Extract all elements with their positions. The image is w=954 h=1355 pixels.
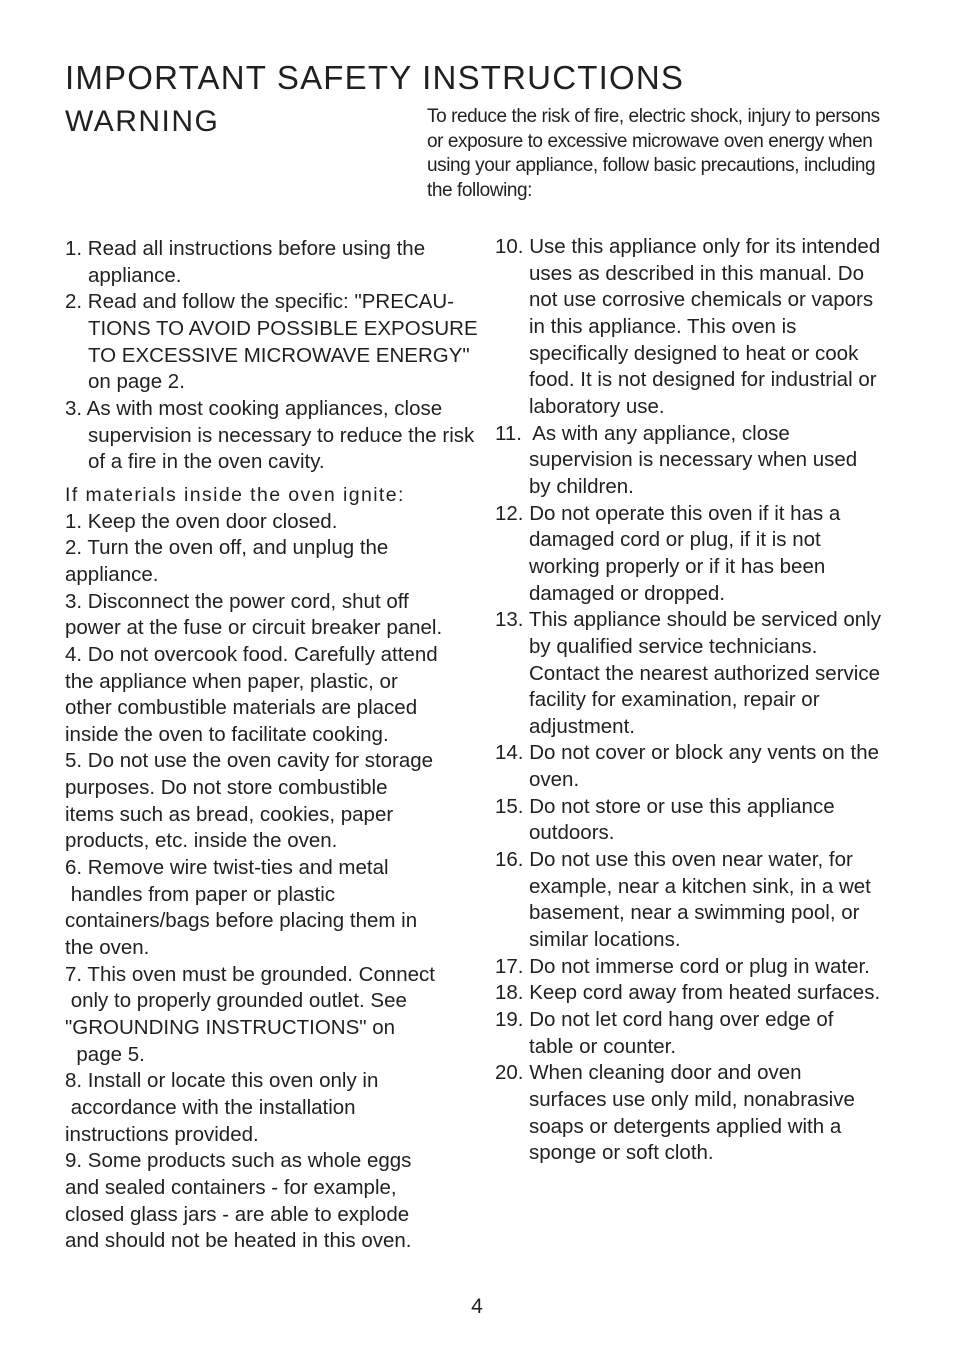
intro-line: or exposure to excessive microwave oven energy when	[427, 130, 873, 152]
general-instructions-list	[65, 236, 478, 476]
instruction-item	[65, 236, 478, 289]
ignite-step-item	[65, 535, 478, 588]
instruction-item	[495, 501, 881, 608]
instruction-item-continuation-line: food. It is not designed for industrial or	[529, 368, 877, 392]
ignite-step-item-continuation-line: products, etc. inside the oven.	[65, 829, 338, 853]
instruction-item-continuation-line: TIONS TO AVOID POSSIBLE EXPOSURE	[88, 316, 478, 340]
instruction-item-continuation-line: basement, near a swimming pool, or	[529, 901, 860, 925]
ignite-step-item	[65, 509, 478, 536]
instruction-item-continuation-line: specifically designed to heat or cook	[529, 341, 859, 365]
ignite-step-item-first-line: 7. This oven must be grounded. Connect	[65, 962, 435, 986]
instruction-item-continuation-line: table or counter.	[529, 1034, 677, 1058]
instruction-item-first-line: 12. Do not operate this oven if it has a	[495, 501, 841, 525]
instruction-item-continuation-line: similar locations.	[529, 928, 681, 952]
instruction-item	[495, 954, 881, 981]
instruction-item-continuation-line: facility for examination, repair or	[529, 688, 820, 712]
intro-line: To reduce the risk of fire, electric shock, injury to persons	[427, 106, 880, 127]
ignite-step-item-first-line: 6. Remove wire twist-ties and metal	[65, 856, 389, 880]
ignite-step-item-continuation-line: instructions provided.	[65, 1122, 259, 1146]
instruction-item-continuation-line: by qualified service technicians.	[529, 634, 818, 658]
instruction-item-first-line: 16. Do not use this oven near water, for	[495, 848, 853, 872]
instruction-item-first-line: 13. This appliance should be serviced only	[495, 608, 881, 632]
ignite-step-item	[65, 642, 478, 749]
ignite-step-item-continuation-line: appliance.	[65, 562, 159, 586]
instruction-item-continuation-line: example, near a kitchen sink, in a wet	[529, 874, 871, 898]
instruction-item-first-line: 19. Do not let cord hang over edge of	[495, 1008, 834, 1032]
instruction-item	[495, 607, 881, 740]
instruction-item-continuation-line: outdoors.	[529, 821, 615, 845]
intro-line: using your appliance, follow basic precautions, including	[427, 155, 876, 176]
instruction-item-continuation-line: surfaces use only mild, nonabrasive	[529, 1088, 855, 1111]
right-column	[495, 234, 881, 1167]
instruction-item	[65, 396, 478, 476]
ignite-step-item-first-line: 2. Turn the oven off, and unplug the	[65, 536, 389, 560]
instruction-item-continuation-line: Contact the nearest authorized service	[529, 661, 880, 685]
instruction-item-continuation-line: TO EXCESSIVE MICROWAVE ENERGY"	[88, 343, 470, 367]
ignite-step-item-continuation-line: purposes. Do not store combustible	[65, 776, 388, 800]
warning-heading: WARNING	[65, 105, 220, 138]
ignite-step-item	[65, 855, 478, 962]
instruction-item	[495, 980, 881, 1007]
page-number: 4	[471, 1295, 483, 1318]
instruction-item-continuation-line: adjustment.	[529, 714, 635, 738]
instruction-item-continuation-line: not use corrosive chemicals or vapors	[529, 288, 874, 312]
ignite-step-item-first-line: 1. Keep the oven door closed.	[65, 509, 338, 533]
instruction-item-continuation-line: damaged or dropped.	[529, 581, 726, 605]
left-column	[65, 236, 478, 1255]
ignite-step-item-continuation-line: other combustible materials are placed	[65, 696, 418, 720]
ignite-step-item-continuation-line: power at the fuse or circuit breaker panel.	[65, 616, 443, 640]
ignite-step-item-continuation-line: inside the oven to facilitate cooking.	[65, 722, 389, 746]
ignite-step-item-continuation-line: accordance with the installation	[65, 1096, 356, 1119]
instruction-item-continuation-line: laboratory use.	[529, 394, 665, 418]
safety-instructions-list	[495, 234, 881, 1167]
instruction-item-continuation-line: damaged cord or plug, if it is not	[529, 528, 821, 552]
ignite-step-item-continuation-line: the appliance when paper, plastic, or	[65, 669, 398, 693]
ignite-step-item-first-line: 4. Do not overcook food. Carefully attend	[65, 642, 438, 666]
instruction-item-first-line: 20. When cleaning door and oven	[495, 1061, 802, 1085]
instruction-item-first-line: 14. Do not cover or block any vents on the	[495, 741, 880, 765]
instruction-item-continuation-line: supervision is necessary when used	[529, 448, 858, 472]
ignite-step-item-continuation-line: and sealed containers - for example,	[65, 1175, 397, 1199]
instruction-item	[495, 234, 881, 421]
ignite-step-item-continuation-line: and should not be heated in this oven.	[65, 1229, 412, 1253]
instruction-item-first-line: 17. Do not immerse cord or plug in water.	[495, 954, 870, 978]
instruction-item	[495, 1007, 881, 1060]
ignite-step-item-first-line: 8. Install or locate this oven only in	[65, 1069, 379, 1093]
instruction-item-continuation-line: in this appliance. This oven is	[529, 314, 797, 338]
instruction-item-continuation-line: uses as described in this manual. Do	[529, 261, 865, 285]
instruction-item-continuation-line: sponge or soft cloth.	[529, 1141, 714, 1165]
instruction-item-continuation-line: by children.	[529, 474, 634, 498]
ignite-step-item-continuation-line: the oven.	[65, 936, 150, 960]
ignite-step-item-continuation-line: containers/bags before placing them in	[65, 909, 418, 933]
instruction-item-continuation-line: on page 2.	[88, 370, 185, 394]
ignite-step-item-continuation-line: handles from paper or plastic	[65, 882, 336, 906]
instruction-item-first-line: 3. As with most cooking appliances, close	[65, 396, 443, 420]
instruction-item	[495, 740, 881, 793]
instruction-item-continuation-line: of a fire in the oven cavity.	[88, 450, 325, 474]
instruction-item-first-line: 18. Keep cord away from heated surfaces.	[495, 981, 881, 1005]
instruction-item-continuation-line: supervision is necessary to reduce the risk	[88, 423, 475, 447]
instruction-item-first-line: 10. Use this appliance only for its intended	[495, 235, 881, 258]
ignite-heading: If materials inside the oven ignite:	[65, 483, 405, 506]
warning-intro-text	[427, 105, 880, 203]
instruction-item-continuation-line: working properly or if it has been	[529, 554, 826, 578]
page-title: IMPORTANT SAFETY INSTRUCTIONS	[65, 59, 685, 96]
ignite-step-item-continuation-line: page 5.	[65, 1042, 145, 1066]
instruction-item-continuation-line: soaps or detergents applied with a	[529, 1114, 842, 1138]
ignite-step-item-continuation-line: items such as bread, cookies, paper	[65, 802, 394, 826]
instruction-item-first-line: 11. As with any appliance, close	[495, 421, 790, 445]
instruction-item-first-line: 1. Read all instructions before using the	[65, 237, 426, 260]
ignite-step-item	[65, 589, 478, 642]
ignite-step-item	[65, 1068, 478, 1148]
instruction-item-continuation-line: appliance.	[88, 263, 182, 287]
ignite-step-item-first-line: 9. Some products such as whole eggs	[65, 1149, 412, 1173]
ignite-steps-list	[65, 509, 478, 1255]
instruction-item	[495, 847, 881, 954]
instruction-item	[65, 289, 478, 396]
ignite-step-item	[65, 1148, 478, 1255]
ignite-step-item-continuation-line: closed glass jars - are able to explode	[65, 1202, 410, 1226]
ignite-step-item	[65, 962, 478, 1069]
instruction-item-first-line: 2. Read and follow the specific: "PRECAU-	[65, 290, 454, 314]
ignite-step-item-first-line: 3. Disconnect the power cord, shut off	[65, 589, 409, 613]
instruction-item-continuation-line: oven.	[529, 768, 580, 792]
ignite-step-item-continuation-line: "GROUNDING INSTRUCTIONS" on	[65, 1016, 396, 1040]
instruction-item-first-line: 15. Do not store or use this appliance	[495, 794, 835, 818]
ignite-step-item-continuation-line: only to properly grounded outlet. See	[65, 989, 407, 1013]
instruction-item	[495, 794, 881, 847]
instruction-item	[495, 1060, 881, 1167]
instruction-item	[495, 421, 881, 501]
ignite-step-item	[65, 748, 478, 855]
ignite-step-item-first-line: 5. Do not use the oven cavity for storage	[65, 749, 434, 773]
intro-line: the following:	[427, 179, 533, 201]
